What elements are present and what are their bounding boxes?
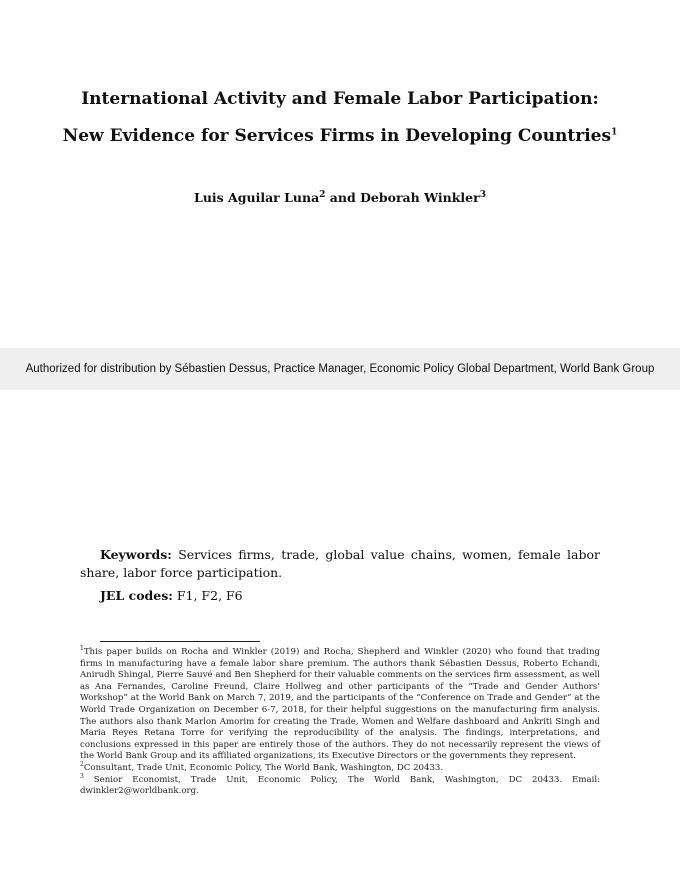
author-line	[0, 190, 680, 205]
keywords-text: Services firms, trade, global value chains, women, female labor share, labor force participation.	[80, 547, 600, 580]
footnote-marker-3[interactable]: 3	[479, 189, 486, 200]
footnote-3-mark: 3	[80, 772, 84, 780]
author-1: Luis Aguilar Luna	[194, 190, 320, 205]
footnote-1-mark: 1	[80, 645, 84, 653]
keywords-paragraph	[80, 546, 600, 582]
jel-codes-paragraph	[100, 588, 243, 603]
footnote-marker-1[interactable]: 1	[611, 127, 618, 138]
paper-title-line-2-text: New Evidence for Services Firms in Developing Countries	[62, 126, 612, 146]
distribution-banner	[0, 348, 680, 390]
footnote-1-text: This paper builds on Rocha and Winkler (2019) and Rocha, Shepherd and Winkler (2020) who found that trading firms in manufacturing have a female labor share premium. The authors thank Sébastien Dessus, Roberto Echandi, Anirudh Shingal, Pierre Sauvé and Ben Shepherd for their valuable comments on the services firm assessment, as well as Ana Fernandes, Caroline Freund, Claire Hollweg and other participants of the “Trade and Gender Authors’ Workshop” at the World Bank on March 7, 2019, and the participants of the “Conference on Trade and Gender” at the World Trade Organization on December 6-7, 2018, for their helpful suggestions on the manufacturing firm analysis. The authors also thank Marlon Amorim for creating the Trade, Women and Welfare dashboard and Ankriti Singh and Maria Reyes Retana Torre for verifying the reproducibility of the analysis. The findings, interpretations, and conclusions expressed in this paper are entirely those of the authors. They do not necessarily represent the views of the World Bank Group and its affiliated organizations, its Executive Directors or the governments they represent.	[80, 647, 600, 762]
author-2: Deborah Winkler	[360, 190, 480, 205]
footnote-1	[80, 647, 600, 763]
footnote-2-text: Consultant, Trade Unit, Economic Policy, The World Bank, Washington, DC 20433.	[83, 762, 444, 773]
footnote-2	[80, 763, 600, 775]
author-conjunction: and	[325, 190, 361, 205]
footnote-3	[80, 772, 600, 798]
footnotes	[80, 647, 600, 798]
jel-codes-label: JEL codes:	[100, 588, 173, 603]
keywords-label: Keywords:	[100, 547, 172, 562]
jel-codes-text: F1, F2, F6	[172, 588, 243, 603]
paper-title-line-2	[0, 126, 680, 146]
paper-title-line-1: International Activity and Female Labor Participation:	[81, 89, 599, 109]
footnote-3-text: Senior Economist, Trade Unit, Economic Policy, The World Bank, Washington, DC 20433. Email: dwinkler2@worldbank.org.	[80, 774, 600, 797]
footnote-marker-2[interactable]: 2	[319, 189, 326, 200]
footnote-2-mark: 2	[80, 761, 84, 769]
distribution-banner-text: Authorized for distribution by Sébastien Dessus, Practice Manager, Economic Policy Global Department, World Bank Group	[25, 363, 655, 375]
footnote-separator	[100, 641, 260, 642]
